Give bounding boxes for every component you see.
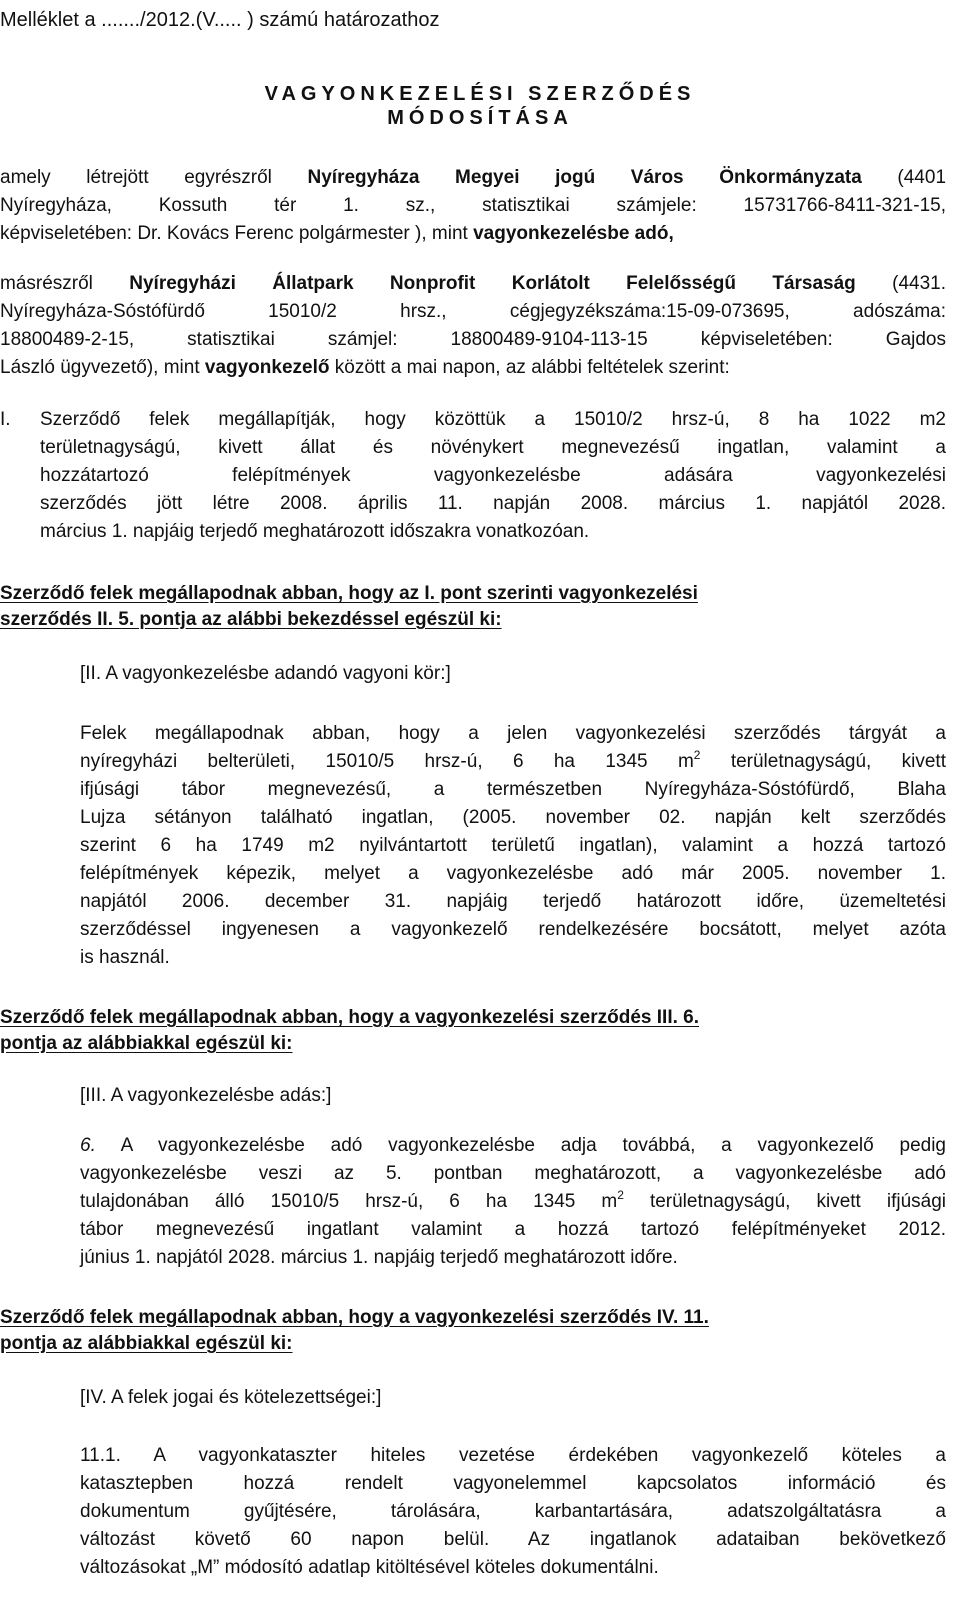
party2-role: vagyonkezelő — [204, 357, 330, 378]
amendment-text-line: változásokat „M” módosító adatlap kitöltésével köteles dokumentálni. — [80, 1557, 659, 1578]
amendment-heading: pontja az alábbiakkal egészül ki: — [0, 1333, 293, 1354]
amendment-heading: pontja az alábbiakkal egészül ki: — [0, 1033, 293, 1054]
amendment-heading: Szerződő felek megállapodnak abban, hogy a vagyonkezelési szerződés IV. 11. — [0, 1307, 709, 1328]
amendment-text-line: 6. A vagyonkezelésbe adó vagyonkezelésbe adja továbbá, a vagyonkezelő pedig — [80, 1135, 946, 1156]
preamble-line: László ügyvezető), mint vagyonkezelő között a mai napon, az alábbi feltételek szerint: — [0, 357, 730, 378]
amendment-heading: Szerződő felek megállapodnak abban, hogy az I. pont szerinti vagyonkezelési — [0, 583, 698, 604]
amendment-text-line: tulajdonában álló 15010/5 hrsz-ú, 6 ha 1345 $m^2$ területnagyságú, kivett ifjúsági — [80, 1188, 946, 1212]
amendment-text-line: ifjúsági tábor megnevezésű, a természetben Nyíregyháza-Sóstófürdő, Blaha — [80, 779, 946, 800]
document-subtitle: MÓDOSÍTÁSA — [387, 107, 573, 129]
amendment-heading: Szerződő felek megállapodnak abban, hogy a vagyonkezelési szerződés III. 6. — [0, 1007, 700, 1028]
amendment-subhead: [III. A vagyonkezelésbe adás:] — [80, 1085, 332, 1106]
amendment-text-line: vagyonkezelésbe veszi az 5. pontban meghatározott, a vagyonkezelésbe adó — [80, 1163, 946, 1184]
amendment-text-line: szerződéssel ingyenesen a vagyonkezelő rendelkezésére bocsátott, melyet azóta — [80, 919, 946, 940]
preamble-line: Nyíregyháza, Kossuth tér 1. sz., statisztikai számjele: 15731766-8411-321-15, — [0, 195, 946, 216]
preamble-line: másrészről Nyíregyházi Állatpark Nonprofit Korlátolt Felelősségű Társaság (4431. — [0, 273, 947, 294]
preamble-line: képviseletében: Dr. Kovács Ferenc polgármester ), mint vagyonkezelésbe adó, — [0, 223, 674, 244]
section1-line: március 1. napjáig terjedő meghatározott időszakra vonatkozóan. — [40, 521, 590, 542]
document-title: VAGYONKEZELÉSI SZERZŐDÉS — [264, 83, 696, 105]
amendment-subhead: [II. A vagyonkezelésbe adandó vagyoni kör:] — [80, 663, 451, 684]
section-numeral: I. — [0, 409, 11, 430]
party2-name: Nyíregyházi Állatpark Nonprofit Korlátolt Felelősségű Társaság — [129, 273, 856, 294]
preamble-line: amely létrejött egyrészről Nyíregyháza Megyei jogú Város Önkormányzata (4401 — [0, 167, 947, 188]
amendment-subhead: [IV. A felek jogai és kötelezettségei:] — [80, 1387, 382, 1408]
amendment-text-line: Lujza sétányon található ingatlan, (2005. november 02. napján kelt szerződés — [80, 807, 946, 828]
section1-line: Szerződő felek megállapítják, hogy közöttük a 15010/2 hrsz-ú, 8 ha 1022 m2 — [40, 409, 946, 430]
section1-line: területnagyságú, kivett állat és növénykert megnevezésű ingatlan, valamint a — [40, 437, 946, 458]
party1-role: vagyonkezelésbe adó, — [473, 223, 674, 244]
section1-line: hozzátartozó felépítmények vagyonkezelésbe adására vagyonkezelési — [40, 465, 946, 486]
preamble-line: Nyíregyháza-Sóstófürdő 15010/2 hrsz., cégjegyzékszáma:15-09-073695, adószáma: — [0, 301, 946, 322]
amendment-text-line: Felek megállapodnak abban, hogy a jelen vagyonkezelési szerződés tárgyát a — [80, 723, 946, 744]
amendment-text-line: napjától 2006. december 31. napjáig terjedő határozott időre, üzemeltetési — [80, 891, 946, 912]
amendment-heading: szerződés II. 5. pontja az alábbi bekezdéssel egészül ki: — [0, 609, 502, 630]
section1-line: szerződés jött létre 2008. április 11. napján 2008. március 1. napjától 2028. — [40, 493, 946, 514]
annex-label: Melléklet a ......./2012.(V..... ) számú határozathoz — [0, 9, 440, 31]
preamble-line: 18800489-2-15, statisztikai számjel: 18800489-9104-113-15 képviseletében: Gajdos — [0, 329, 946, 350]
amendment-text-line: felépítmények képezik, melyet a vagyonkezelésbe adó már 2005. november 1. — [80, 863, 946, 884]
amendment-text-line: változást követő 60 napon belül. Az ingatlanok adataiban bekövetkező — [80, 1529, 946, 1550]
party1-name: Nyíregyháza Megyei jogú Város Önkormányzata — [307, 167, 862, 188]
amendment-text-line: nyíregyházi belterületi, 15010/5 hrsz-ú, 6 ha 1345 $m^2$ területnagyságú, kivett — [80, 748, 946, 772]
amendment-text-line: katasztерben hozzá rendelt vagyonelemmel kapcsolatos információ és — [80, 1473, 946, 1494]
amendment-text-line: június 1. napjától 2028. március 1. napjáig terjedő meghatározott időre. — [80, 1247, 678, 1268]
amendment-text-line: is használ. — [80, 947, 170, 968]
amendment-text-line: 11.1. A vagyonkataszter hiteles vezetése érdekében vagyonkezelő köteles a — [80, 1445, 946, 1466]
amendment-text-line: dokumentum gyűjtésére, tárolására, karbantartására, adatszolgáltatásra a — [80, 1501, 946, 1522]
amendment-text-line: tábor megnevezésű ingatlant valamint a hozzá tartozó felépítményeket 2012. — [80, 1219, 946, 1240]
amendment-text-line: szerint 6 ha 1749 m2 nyilvántartott területű ingatlan), valamint a hozzá tartozó — [80, 835, 946, 856]
